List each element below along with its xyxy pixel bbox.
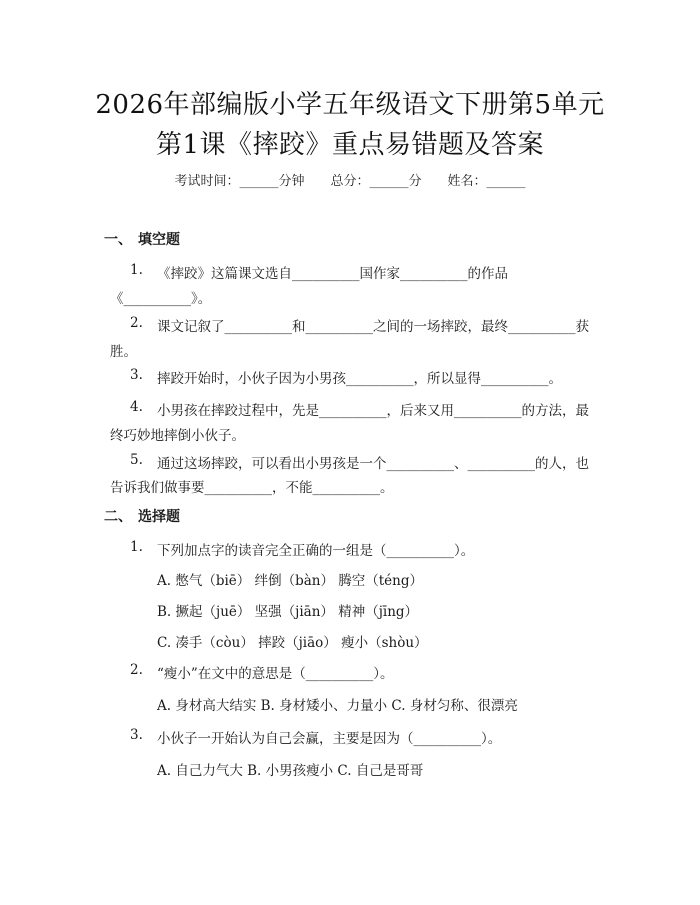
exam-meta-info: 考试时间：______分钟 总分：______分 姓名：______ <box>174 174 526 189</box>
option-a: A. 憋气（biē） 绊倒（bàn） 腾空（téng） <box>157 573 423 589</box>
question-text: 摔跤开始时，小伙子因为小男孩__________，所以显得__________。 <box>157 371 562 387</box>
section-fill-title: 填空题 <box>138 232 180 248</box>
question-text: 通过这场摔跤，可以看出小男孩是一个__________、__________的人，也 <box>157 456 589 472</box>
options: A. 身材高大结实 B. 身材矮小、力量小 C. 身材匀称、很漂亮 <box>157 698 518 714</box>
section-choice-heading <box>104 506 180 526</box>
question-text-cont: 胜。 <box>110 344 137 360</box>
question-text: 《摔跤》这篇课文选自__________国作家__________的作品 <box>157 266 508 282</box>
option-c: C. 凑手（còu） 摔跤（jiāo） 瘦小（shòu） <box>157 635 428 651</box>
title-line-2: 第1课《摔跤》重点易错题及答案 <box>155 130 545 160</box>
section-choice-number: 二、 <box>104 509 132 525</box>
question-text-cont: 《__________》。 <box>110 291 212 307</box>
question-text: 课文记叙了__________和__________之间的一场摔跤，最终__________获 <box>157 319 589 335</box>
question-text-cont: 告诉我们做事要__________，不能__________。 <box>110 480 394 496</box>
question-number: 5. <box>130 452 143 468</box>
section-fill-number: 一、 <box>104 232 132 248</box>
question-text: 小伙子一开始认为自己会赢，主要是因为（__________）。 <box>157 731 502 747</box>
section-choice-title: 选择题 <box>138 509 180 525</box>
question-number: 2. <box>130 662 143 678</box>
title-line-1: 2026年部编版小学五年级语文下册第5单元 <box>95 90 605 120</box>
question-number: 3. <box>130 727 143 743</box>
question-text-cont: 终巧妙地摔倒小伙子。 <box>110 428 245 444</box>
question-text: 小男孩在摔跤过程中，先是__________，后来又用__________的方法，最 <box>157 403 589 419</box>
option-b: B. 撅起（juē） 坚强（jiān） 精神（jīng） <box>157 604 419 620</box>
section-fill-heading <box>104 229 180 249</box>
options: A. 自己力气大 B. 小男孩瘦小 C. 自己是哥哥 <box>157 763 424 779</box>
question-number: 3. <box>130 367 143 383</box>
question-number: 1. <box>130 539 143 555</box>
question-text: 下列加点字的读音完全正确的一组是（__________）。 <box>157 543 475 559</box>
question-number: 4. <box>130 399 143 415</box>
question-number: 2. <box>130 315 143 331</box>
question-text: “瘦小”在文中的意思是（__________）。 <box>157 666 394 682</box>
question-number: 1. <box>130 262 143 278</box>
